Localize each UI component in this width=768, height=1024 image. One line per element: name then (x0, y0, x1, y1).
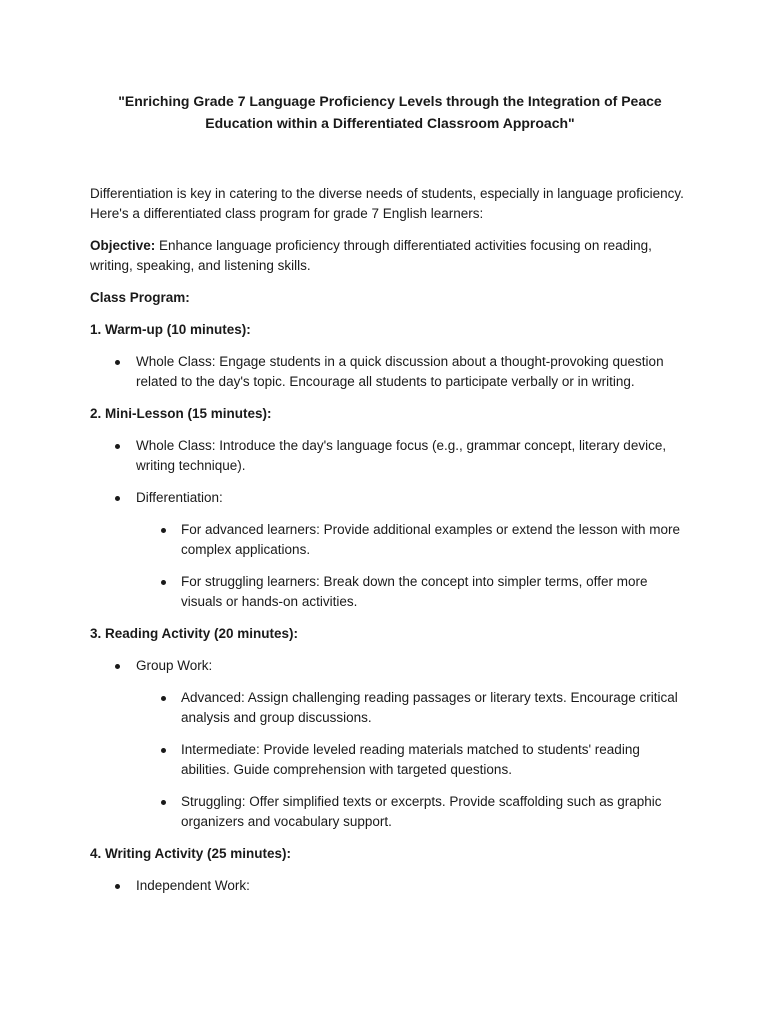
sub-list-item: Intermediate: Provide leveled reading materials matched to students' reading abilities. Guide comprehension with targeted questions. (136, 740, 690, 780)
list-item (90, 876, 690, 896)
objective-paragraph (90, 236, 690, 276)
section-list-writing-activity (90, 876, 690, 896)
section-heading-mini-lesson: 2. Mini-Lesson (15 minutes): (90, 406, 272, 421)
list-item (90, 488, 690, 612)
section-list-reading-activity (90, 656, 690, 832)
sub-list-item: For struggling learners: Break down the concept into simpler terms, offer more visuals or hands-on activities. (136, 572, 690, 612)
sub-list (136, 688, 690, 832)
section-list-warm-up (90, 352, 690, 392)
intro-paragraph: Differentiation is key in catering to the diverse needs of students, especially in language proficiency. Here's a differentiated class program for grade 7 English learners: (90, 186, 684, 221)
list-item-text: Whole Class: Engage students in a quick discussion about a thought-provoking question related to the day's topic. Encourage all students to participate verbally or in writing. (136, 354, 664, 389)
sub-list-item: Struggling: Offer simplified texts or excerpts. Provide scaffolding such as graphic organizers and vocabulary support. (136, 792, 690, 832)
list-item (90, 352, 690, 392)
class-program-heading: Class Program: (90, 290, 190, 305)
list-item-text: Whole Class: Introduce the day's language focus (e.g., grammar concept, literary device, writing technique). (136, 438, 667, 473)
objective-text: Enhance language proficiency through differentiated activities focusing on reading, writing, speaking, and listening skills. (90, 238, 652, 273)
list-item-text: Differentiation: (136, 490, 223, 505)
sub-list (136, 520, 690, 612)
sub-list-item: Advanced: Assign challenging reading passages or literary texts. Encourage critical analysis and group discussions. (136, 688, 690, 728)
list-item (90, 436, 690, 476)
objective-label: Objective: (90, 238, 156, 253)
section-heading-warm-up: 1. Warm-up (10 minutes): (90, 322, 251, 337)
sub-list-item: For advanced learners: Provide additional examples or extend the lesson with more complex applications. (136, 520, 690, 560)
section-heading-reading-activity: 3. Reading Activity (20 minutes): (90, 626, 299, 641)
list-item-text: Independent Work: (136, 878, 250, 893)
document-page (90, 90, 690, 908)
list-item (90, 656, 690, 832)
document-title: "Enriching Grade 7 Language Proficiency Levels through the Integration of Peace Education within a Differentiated Classroom Approach" (118, 93, 662, 131)
section-heading-writing-activity: 4. Writing Activity (25 minutes): (90, 846, 292, 861)
list-item-text: Group Work: (136, 658, 213, 673)
section-list-mini-lesson (90, 436, 690, 612)
